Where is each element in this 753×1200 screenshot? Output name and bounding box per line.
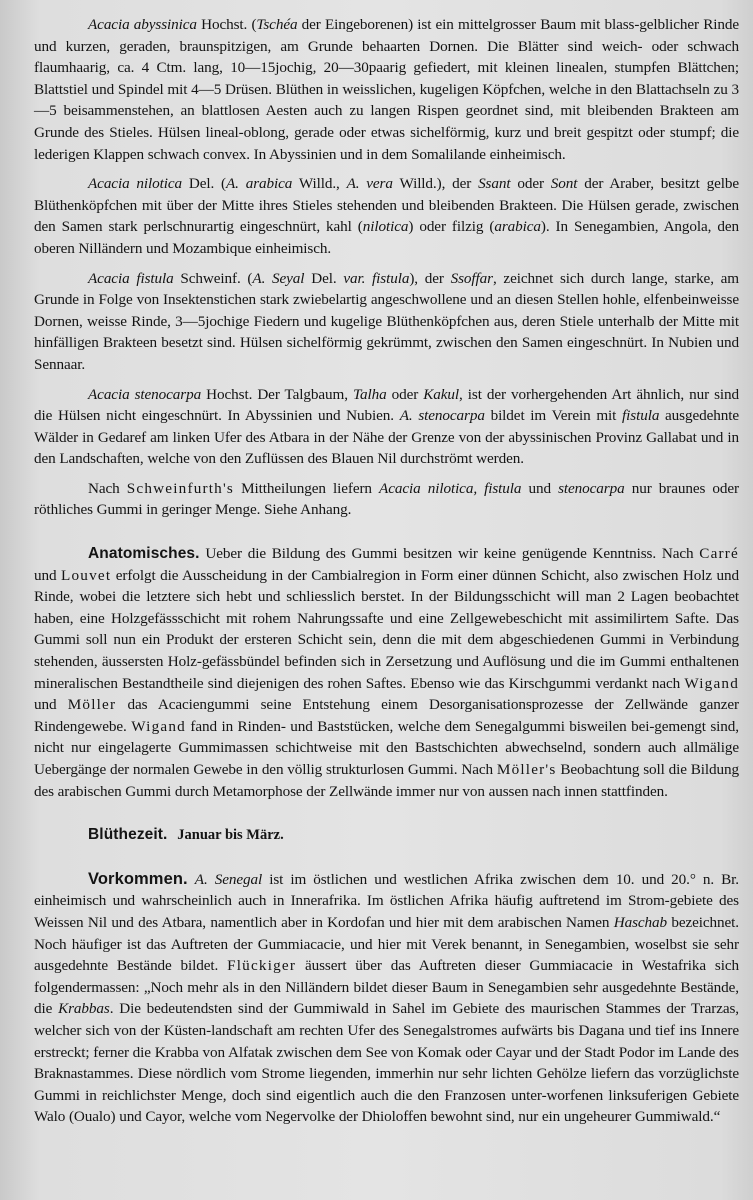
text-run: , ist der vorhergehenden Art ähnlich, nur sind die Hülsen nicht eingeschnürt. In Abyssinien und Nubien.	[34, 385, 739, 425]
text-run: und	[521, 479, 559, 497]
section-heading-bluethezeit: Blüthezeit.	[88, 826, 168, 844]
text-run	[188, 871, 195, 888]
text-run: ) oder filzig (	[408, 218, 495, 236]
text-run: var. fistula	[343, 269, 410, 287]
text-run: stenocarpa	[558, 479, 625, 497]
text-run: Haschab	[613, 913, 668, 931]
text-run: Hochst. (	[196, 16, 257, 33]
text-run: A. Seyal	[252, 269, 305, 287]
text-run: A. vera	[346, 175, 393, 193]
text-run: Del. (	[182, 175, 226, 193]
text-run: das Acaciengummi seine Entstehung einem Desorganisationsprozesse der Zellwände ganzer Rindengewebe.	[34, 696, 740, 735]
text-run: nur braunes oder röthliches Gummi in geringer Menge. Siehe Anhang.	[34, 479, 739, 519]
text-run: oder	[386, 385, 424, 403]
text-run: Krabbas	[58, 1000, 110, 1018]
text-run: oder	[510, 175, 551, 193]
text-run: und	[34, 696, 68, 714]
section-anatomisches	[34, 543, 739, 802]
text-run: ist im östlichen und westlichen Afrika zwischen dem 10. und 20.° n. Br. einheimisch und wahrscheinlich auch in Innerafrika. Im östlichen Afrika häufig auftretend im Strom-gebiete des Weissen Nil und des Atbara, namentlich aber in Kordofan und hier mit dem arabischen Namen	[34, 870, 739, 931]
text-run: und	[34, 566, 62, 584]
text-run: A. arabica	[226, 175, 293, 193]
text-run: Ueber die Bildung des Gummi besitzen wir keine genügende Kenntniss. Nach	[199, 545, 700, 563]
text-run: A. stenocarpa	[399, 407, 485, 425]
author-name: Schweinfurth's	[126, 479, 235, 497]
text-run: äussert über das Auftreten dieser Gummiacacie in Westafrika sich folgendermassen: „Noch mehr als in den Nilländern bildet dieser Baum in Senegambien sehr ausgedehnte Bestände, die	[34, 957, 739, 1018]
author-name: Carré	[699, 545, 739, 563]
text-run: Willd.,	[292, 175, 347, 193]
author-name: Möller	[67, 696, 117, 714]
text-run: fand in Rinden- und Baststücken, welche dem Senegalgummi bisweilen bei-gemengt sind, nicht nur eingelagerte Gummimassen schichtweise mit den Bastschichten abwechselnd, sondern auch allmälige Uebergänge der normalen Gewebe in den völlig strukturlosen Gummi. Nach	[34, 717, 739, 778]
text-run: der Eingeborenen) ist ein mittelgrosser Baum mit blass-gelblicher Rinde und kurzen, geraden, braunspitzigen, am Grunde behaarten Dornen. Die Blätter sind weich- oder schwach flaumhaarig, ca. 4 Ctm. lang, 10—15jochig, 20—30paarig gefiedert, mit kleinen linealen, stumpfen Blättchen; Blattstiel und Spindel mit 4—5 Drüsen. Blüthen in weisslichen, kugeligen Köpfchen, welche in den Blattachseln zu 3—5 beisammenstehen, an blattlosen Aesten auch zu langen Rispen geordnet sind, mit bleibenden Brakteen am Grunde des Stieles. Hülsen lineal-oblong, gerade oder etwas sichelförmig, kurz und breit gespitzt oder stumpf; die lederigen Klappen schwach convex. In Abyssinien und in dem Somalilande einheimisch.	[34, 16, 739, 163]
text-run: Ssoffar	[450, 269, 493, 287]
text-run: Tschéa	[256, 16, 298, 33]
section-bluethezeit	[34, 824, 739, 847]
paragraph-acacia-nilotica	[34, 173, 739, 259]
species-name: A. Senegal	[194, 870, 263, 888]
text-run: ). In Senegambien, Angola, den oberen Nilländern und Mozambique einheimisch.	[34, 218, 740, 257]
author-name: Wigand	[684, 674, 739, 692]
text-run: Beobachtung soll die Bildung des arabischen Gummi durch Metamorphose der Zellwände immer nur von aussen nach innen stattfinden.	[34, 761, 739, 800]
author-name: Flückiger	[227, 957, 297, 975]
paragraph-acacia-stenocarpa	[34, 384, 739, 470]
section-heading-vorkommen: Vorkommen.	[88, 869, 188, 888]
author-name: Louvet	[61, 566, 112, 584]
text-run: fistula	[622, 407, 660, 425]
paragraph-acacia-fistula	[34, 268, 739, 376]
paragraph-schweinfurth-note	[34, 478, 739, 521]
text-run: nilotica	[362, 218, 409, 236]
text-run: erfolgt die Ausscheidung in der Cambialregion in Form einer dünnen Schicht, also zwischen Holz und Rinde, wobei die letztere sich hebt und schliesslich berstet. In der Bildungsschicht will man 2 Lagen beobachtet haben, eine Holzgefässschicht mit rohem Nahrungssafte und eine Zellgewebeschicht mit assimilirtem Safte. Das Gummi soll nun ein Produkt der ersteren Schicht sein, denn die mit dem abgeschiedenen Gummi in Verbindung stehenden, äussersten Holz-gefässbündel befinden sich in Zersetzung und Auflösung und die im Gummi enthaltenen mineralischen Bestandtheile sind diejenigen des rohen Saftes. Ebenso wie das Kirschgummi verdankt nach	[34, 566, 739, 692]
paragraph-acacia-abyssinica	[34, 14, 739, 165]
text-run: arabica	[494, 218, 541, 236]
text-run: ), der	[409, 269, 451, 287]
text-run: bildet im Verein mit	[484, 407, 623, 425]
text-run: Kakul	[423, 385, 460, 403]
text-run: der Araber, besitzt gelbe Blüthenköpfchen mit über der Mitte ihres Stieles stehenden und bleibenden Brakteen. Die Hülsen gerade, zwischen den Samen stark perlschnurartig eingeschnürt, kahl (	[34, 175, 739, 236]
species-name: Acacia fistula	[88, 269, 174, 287]
text-run: Mittheilungen liefern	[234, 479, 380, 497]
text-run: Schweinf. (	[173, 269, 253, 287]
text-run: , zeichnet sich durch lange, starke, am Grunde in Folge von Insektenstichen stark zwiebelartig angeschwollene und an diesen Stellen hohle, elfenbeinweisse Dornen, weisse Rinde, 3—5jochige Fiedern und kugelige Blüthenköpfchen aus, deren Stiele unterhalb der Mitte mit hinfälligen Brakteen besetzt sind. Hülsen sichelförmig gekrümmt, zwischen den Samen eingeschnürt. In Nubien und Sennaar.	[34, 269, 740, 373]
text-run: Willd.), der	[392, 175, 479, 193]
text-run: Sont	[550, 175, 578, 193]
text-run: Hochst. Der Talgbaum,	[201, 385, 354, 403]
text-run: Del.	[304, 269, 344, 287]
text-run: Nach	[88, 479, 127, 497]
bluethezeit-value: Januar bis März.	[177, 827, 284, 844]
section-vorkommen	[34, 869, 739, 1128]
text-run: . Die bedeutendsten sind der Gummiwald in Sahel im Gebiete des maurischen Stammes der Trarzas, welcher sich von der Küsten-landschaft am rechten Ufer des Senegalstromes aufwärts bis Dagana und tief ins Innere erstreckt; ferner die Krabba von Alfatak zwischen dem See von Komak oder Cayar und der Stadt Podor im Lande des Braknastammes. Diese nördlich vom Strome liegenden, immerhin nur sehr lichten Gehölze liefern das vorzüglichste Gummi in reichlichster Menge, doch sind eigentlich auch die den Franzosen unter-worfenen linksuferigen Gebiete Walo (Oualo) und Cayor, welche vom Negervolke der Dhioloffen bewohnt sind, nur ein ungeheurer Gummiwald.“	[34, 1000, 740, 1126]
species-name: Acacia nilotica	[88, 175, 183, 193]
text-run: Acacia nilotica, fistula	[379, 479, 522, 497]
species-name: Acacia abyssinica	[88, 16, 197, 33]
species-name: Acacia stenocarpa	[88, 385, 202, 403]
text-run: bezeichnet. Noch häufiger ist das Auftreten der Gummiacacie, und hier mit Verek benannt, in Senegambien, woselbst sie sehr ausgedehnte Bestände bildet.	[34, 913, 739, 975]
text-run: Ssant	[478, 175, 511, 193]
author-name: Wigand	[131, 717, 186, 735]
author-name: Möller's	[496, 761, 557, 778]
text-run: Talha	[353, 385, 387, 403]
section-heading-anatomisches: Anatomisches.	[88, 545, 200, 563]
text-run: ausgedehnte Wälder in Gedaref am linken Ufer des Atbara in der Nähe der Grenze von der abyssinischen Provinz Gallabat und in den Landschaften, welche von den Zuflüssen des Blauen Nil durchströmt werden.	[34, 407, 740, 468]
